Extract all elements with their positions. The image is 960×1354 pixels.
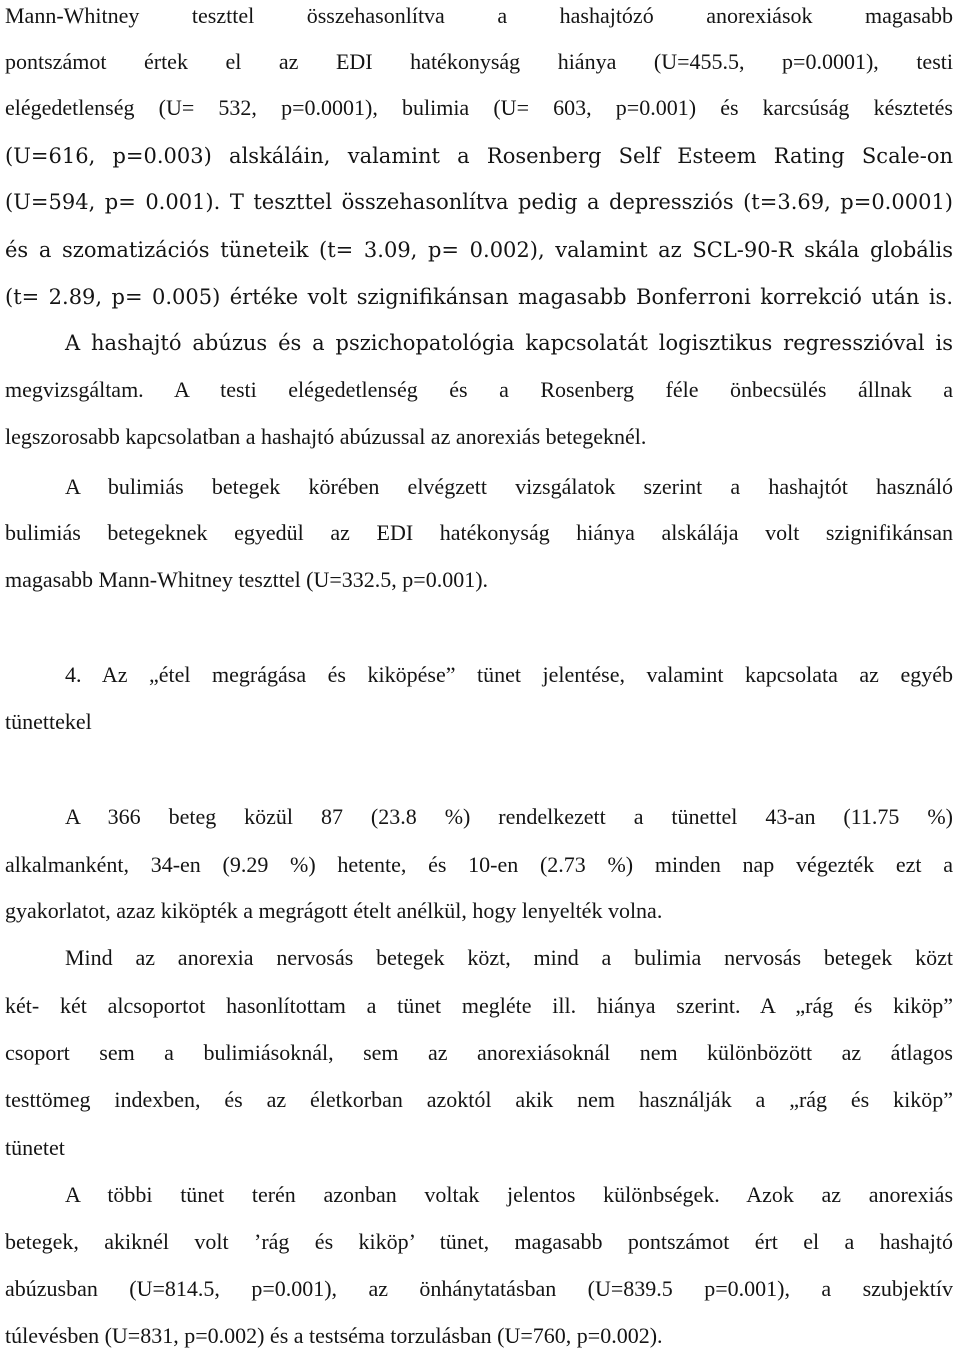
text-line: abúzusban (U=814.5, p=0.001), az önhánytatásban (U=839.5 p=0.001), a szubjektív xyxy=(5,1276,953,1301)
text-line: két- két alcsoportot hasonlítottam a tünet megléte ill. hiánya szerint. A „rág és kiköp” xyxy=(5,993,953,1018)
text-line: A 366 beteg közül 87 (23.8 %) rendelkezett a tünettel 43-an (11.75 %) xyxy=(65,804,953,829)
text-line: legszorosabb kapcsolatban a hashajtó abúzussal az anorexiás betegeknél. xyxy=(5,424,647,449)
text-line: elégedetlenség (U= 532, p=0.0001), bulimia (U= 603, p=0.001) és karcsúság késztetés xyxy=(5,95,953,120)
text-line: magasabb Mann-Whitney teszttel (U=332.5, p=0.001). xyxy=(5,567,489,592)
text-line: (t= 2.89, p= 0.005) értéke volt szignifikánsan magasabb Bonferroni korrekció után is. xyxy=(5,285,953,309)
text-line: csoport sem a bulimiásoknál, sem az anorexiásoknál nem különbözött az átlagos xyxy=(5,1040,953,1065)
text-line: A bulimiás betegek körében elvégzett vizsgálatok szerint a hashajtót használó xyxy=(65,474,953,499)
text-line: Mann-Whitney teszttel összehasonlítva a hashajtózó anorexiások magasabb xyxy=(5,3,953,28)
text-line: gyakorlatot, azaz kiköpték a megrágott ételt anélkül, hogy lenyelték volna. xyxy=(5,898,663,923)
text-line: A többi tünet terén azonban voltak jelentos különbségek. Azok az anorexiás xyxy=(65,1182,953,1207)
text-line: bulimiás betegeknek egyedül az EDI hatékonyság hiánya alskálája volt szignifikánsan xyxy=(5,520,953,545)
section-heading-continuation: tünettekel xyxy=(5,709,92,734)
text-line: tünetet xyxy=(5,1135,65,1160)
text-line: (U=594, p= 0.001). T teszttel összehasonlítva pedig a depressziós (t=3.69, p=0.0001) xyxy=(5,190,953,214)
text-line: betegek, akiknél volt ’rág és kiköp’ tünet, magasabb pontszámot ért el a hashajtó xyxy=(5,1229,953,1254)
text-line: (U=616, p=0.003) alskáláin, valamint a Rosenberg Self Esteem Rating Scale-on xyxy=(5,144,953,168)
text-line: testtömeg indexben, és az életkorban azoktól akik nem használják a „rág és kiköp” xyxy=(5,1087,953,1112)
text-line: és a szomatizációs tüneteik (t= 3.09, p= 0.002), valamint az SCL-90-R skála globális xyxy=(5,238,953,262)
section-heading: 4. Az „étel megrágása és kiköpése” tünet jelentése, valamint kapcsolata az egyéb xyxy=(65,662,953,687)
text-line: A hashajtó abúzus és a pszichopatológia kapcsolatát logisztikus regresszióval is xyxy=(65,331,953,355)
text-line: alkalmanként, 34-en (9.29 %) hetente, és 10-en (2.73 %) minden nap végezték ezt a xyxy=(5,852,953,877)
text-line: Mind az anorexia nervosás betegek közt, mind a bulimia nervosás betegek közt xyxy=(65,945,953,970)
text-line: túlevésben (U=831, p=0.002) és a testséma torzulásban (U=760, p=0.002). xyxy=(5,1323,663,1348)
text-line: pontszámot értek el az EDI hatékonyság hiánya (U=455.5, p=0.0001), testi xyxy=(5,49,953,74)
text-line: megvizsgáltam. A testi elégedetlenség és a Rosenberg féle önbecsülés állnak a xyxy=(5,377,953,402)
